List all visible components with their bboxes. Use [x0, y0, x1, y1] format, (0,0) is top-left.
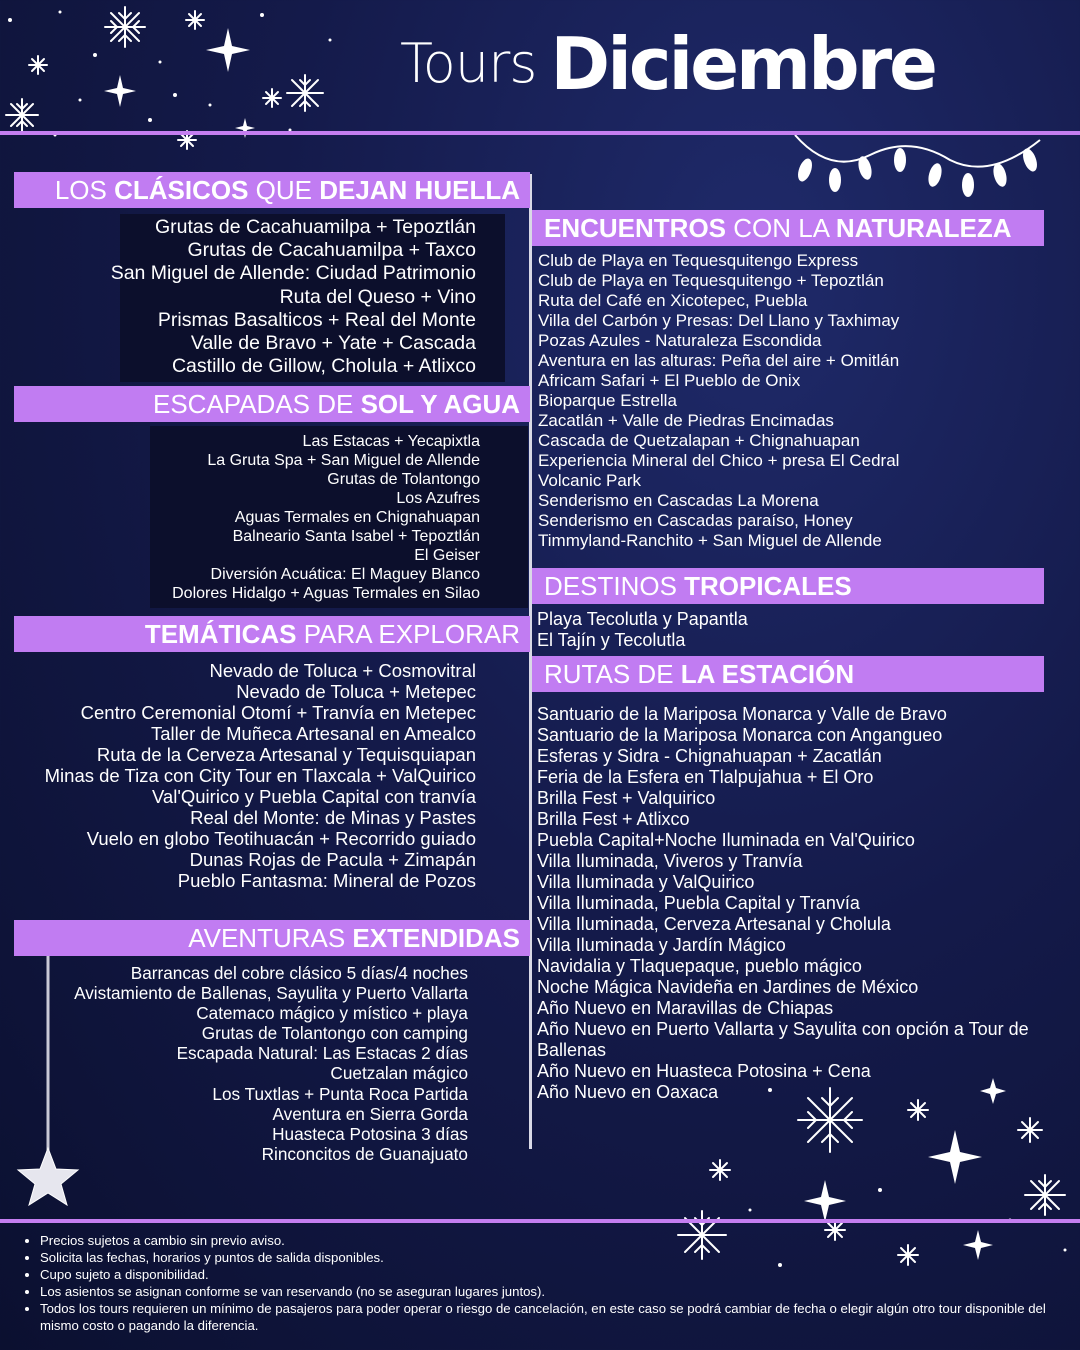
- list-item[interactable]: Grutas de Tolantongo con camping: [201, 1023, 468, 1044]
- list-item[interactable]: Huasteca Potosina 3 días: [272, 1123, 468, 1144]
- list-item[interactable]: Año Nuevo en Huasteca Potosina + Cena: [537, 1061, 871, 1081]
- list-item[interactable]: Navidalia y Tlaquepaque, pueblo mágico: [537, 956, 862, 976]
- note-item: • Solicita las fechas, horarios y puntos de salida disponibles.: [40, 1249, 1080, 1266]
- note-item: • Cupo sujeto a disponibilidad.: [40, 1266, 1080, 1283]
- section-banner-extendidas: [14, 920, 530, 956]
- list-extendidas: [74, 963, 468, 1164]
- list-item[interactable]: Pozas Azules - Naturaleza Escondida: [538, 331, 822, 350]
- banner-text-bold: TEMÁTICAS: [144, 619, 297, 649]
- list-item[interactable]: Centro Ceremonial Otomí + Tranvía en Metepec: [80, 702, 476, 723]
- banner-text: CON LA: [726, 213, 836, 243]
- list-item[interactable]: Año Nuevo en Maravillas de Chiapas: [537, 998, 834, 1018]
- list-tematicas: [45, 660, 476, 891]
- list-item[interactable]: Prismas Basalticos + Real del Monte: [157, 308, 476, 331]
- list-item[interactable]: Aventura en Sierra Gorda: [272, 1103, 468, 1124]
- list-item[interactable]: Grutas de Tolantongo: [327, 471, 480, 488]
- banner-text: LOS: [54, 175, 115, 205]
- list-item[interactable]: Diversión Acuática: El Maguey Blanco: [210, 566, 480, 583]
- list-tropicales: [537, 609, 748, 651]
- list-item[interactable]: Balneario Santa Isabel + Tepoztlán: [232, 528, 480, 545]
- list-item[interactable]: Aguas Termales en Chignahuapan: [234, 509, 480, 526]
- section-banner-tropicales: [532, 568, 1044, 604]
- note-item: • Todos los tours requieren un mínimo de pasajeros para poder operar o riesgo de cancelación, en este caso se podrá cambiar de fecha o elegir algún otro tour disponible del mismo costo o pagando la diferencia.: [40, 1300, 1080, 1334]
- banner-text-bold: CLÁSICOS: [114, 175, 249, 205]
- list-item[interactable]: Los Azufres: [396, 490, 480, 507]
- list-item[interactable]: Dunas Rojas de Pacula + Zimapán: [189, 849, 476, 870]
- list-item[interactable]: El Tajín y Tecolutla: [537, 630, 686, 650]
- snowflakes-top-left-decoration: [0, 0, 340, 150]
- list-item[interactable]: Rinconcitos de Guanajuato: [261, 1143, 468, 1164]
- list-item[interactable]: San Miguel de Allende: Ciudad Patrimonio: [110, 262, 476, 285]
- list-item[interactable]: Nevado de Toluca + Cosmovitral: [209, 660, 476, 681]
- list-item[interactable]: Pueblo Fantasma: Mineral de Pozos: [177, 870, 476, 891]
- banner-text-bold: SOL Y AGUA: [360, 389, 520, 419]
- list-clasicos: [111, 216, 476, 378]
- list-item[interactable]: Avistamiento de Ballenas, Sayulita y Puerto Vallarta: [74, 983, 468, 1004]
- list-item[interactable]: Villa Iluminada y ValQuirico: [537, 872, 755, 892]
- list-item[interactable]: Cascada de Quetzalapan + Chignahuapan: [538, 431, 860, 450]
- list-item[interactable]: El Geiser: [414, 547, 480, 564]
- list-item[interactable]: Los Tuxtlas + Punta Roca Partida: [212, 1083, 468, 1104]
- list-item[interactable]: Año Nuevo en Puerto Vallarta y Sayulita con opción a Tour de: [537, 1019, 1029, 1039]
- list-item[interactable]: Villa Iluminada y Jardín Mágico: [537, 935, 786, 955]
- list-item[interactable]: Zacatlán + Valle de Piedras Encimadas: [538, 411, 834, 430]
- list-item[interactable]: Club de Playa en Tequesquitengo + Tepoztlán: [538, 271, 884, 290]
- banner-text-bold: NATURALEZA: [835, 213, 1012, 243]
- banner-text-bold: EXTENDIDAS: [352, 923, 520, 953]
- banner-text-bold: TROPICALES: [684, 571, 852, 601]
- list-item[interactable]: Ballenas: [537, 1040, 607, 1060]
- section-banner-naturaleza: [532, 210, 1044, 246]
- banner-text-bold: DEJAN HUELLA: [319, 175, 520, 205]
- list-item[interactable]: Santuario de la Mariposa Monarca y Valle de Bravo: [537, 704, 947, 724]
- list-item[interactable]: Minas de Tiza con City Tour en Tlaxcala + ValQuirico: [44, 765, 476, 786]
- note-item: • Precios sujetos a cambio sin previo aviso.: [40, 1232, 1080, 1249]
- list-item[interactable]: Senderismo en Cascadas La Morena: [538, 491, 819, 510]
- title-diciembre: Diciembre: [550, 22, 935, 106]
- section-banner-tematicas: [14, 616, 530, 652]
- list-item[interactable]: Puebla Capital+Noche Iluminada en Val'Quirico: [537, 830, 915, 850]
- list-item[interactable]: Playa Tecolutla y Papantla: [537, 609, 748, 629]
- list-item[interactable]: Aventura en las alturas: Peña del aire + Omitlán: [538, 351, 900, 370]
- list-item[interactable]: Dolores Hidalgo + Aguas Termales en Silao: [172, 585, 480, 602]
- banner-text: QUE: [248, 175, 320, 205]
- note-item: • Los asientos se asignan conforme se van reservando (no se aseguran lugares juntos).: [40, 1283, 1080, 1300]
- banner-text-bold: ENCUENTROS: [544, 213, 727, 243]
- list-item[interactable]: Castillo de Gillow, Cholula + Atlixco: [171, 355, 476, 378]
- list-item[interactable]: Feria de la Esfera en Tlalpujahua + El Oro: [537, 767, 874, 787]
- list-naturaleza: [538, 251, 899, 551]
- list-item[interactable]: Volcanic Park: [538, 471, 641, 490]
- list-sol-agua: [172, 432, 480, 603]
- list-item[interactable]: Grutas de Cacahuamilpa + Taxco: [187, 239, 476, 262]
- list-item[interactable]: Ruta del Café en Xicotepec, Puebla: [538, 291, 808, 310]
- list-item[interactable]: Experiencia Mineral del Chico + presa El Cedral: [538, 451, 900, 470]
- list-estacion: [537, 704, 1029, 1103]
- list-item[interactable]: Senderismo en Cascadas paraíso, Honey: [538, 511, 853, 530]
- section-banner-estacion: [532, 656, 1044, 692]
- list-item[interactable]: Barrancas del cobre clásico 5 días/4 noches: [130, 963, 468, 983]
- list-item[interactable]: Africam Safari + El Pueblo de Onix: [538, 371, 801, 390]
- banner-text: AVENTURAS: [188, 923, 353, 953]
- list-item[interactable]: Noche Mágica Navideña en Jardines de México: [537, 977, 919, 997]
- list-item[interactable]: Club de Playa en Tequesquitengo Express: [538, 251, 859, 270]
- banner-text: ESCAPADAS DE: [152, 389, 361, 419]
- footer-notes: [20, 1232, 1080, 1334]
- list-item[interactable]: Villa Iluminada, Viveros y Tranvía: [537, 851, 803, 871]
- list-item[interactable]: Taller de Muñeca Artesanal en Amealco: [151, 723, 476, 744]
- list-item[interactable]: Grutas de Cacahuamilpa + Tepoztlán: [154, 216, 476, 238]
- banner-text: PARA EXPLORAR: [296, 619, 520, 649]
- list-item[interactable]: Villa Iluminada, Cerveza Artesanal y Cholula: [537, 914, 891, 934]
- list-item[interactable]: Timmyland-Ranchito + San Miguel de Allende: [538, 531, 882, 550]
- list-item[interactable]: Santuario de la Mariposa Monarca con Angangueo: [537, 725, 943, 745]
- banner-text-bold: LA ESTACIÓN: [680, 659, 855, 689]
- section-banner-clasicos: [14, 172, 530, 208]
- title-tours: Tours: [400, 32, 537, 95]
- banner-text: RUTAS DE: [544, 659, 681, 689]
- footer-divider: [0, 1219, 1080, 1223]
- header-divider: [0, 131, 1080, 135]
- list-item[interactable]: Brilla Fest + Valquirico: [537, 788, 716, 808]
- list-item[interactable]: Año Nuevo en Oaxaca: [537, 1082, 719, 1102]
- list-item[interactable]: Bioparque Estrella: [538, 391, 677, 410]
- list-item[interactable]: La Gruta Spa + San Miguel de Allende: [207, 452, 480, 469]
- list-item[interactable]: Nevado de Toluca + Metepec: [236, 681, 476, 702]
- list-item[interactable]: Brilla Fest + Atlixco: [537, 809, 690, 829]
- list-item[interactable]: Valle de Bravo + Yate + Cascada: [190, 332, 476, 355]
- list-item[interactable]: Cuetzalan mágico: [330, 1063, 468, 1084]
- list-item[interactable]: Ruta del Queso + Vino: [279, 285, 476, 308]
- page-title: [400, 22, 935, 106]
- list-item[interactable]: Escapada Natural: Las Estacas 2 días: [176, 1043, 468, 1064]
- list-item[interactable]: Val'Quirico y Puebla Capital con tranvía: [151, 786, 476, 807]
- list-item[interactable]: Real del Monte: de Minas y Pastes: [190, 807, 476, 828]
- string-lights-decoration: [790, 130, 1050, 210]
- list-item[interactable]: Villa Iluminada, Puebla Capital y Tranvía: [537, 893, 860, 913]
- list-item[interactable]: Las Estacas + Yecapixtla: [302, 433, 480, 450]
- list-item[interactable]: Villa del Carbón y Presas: Del Llano y Taxhimay: [538, 311, 900, 330]
- banner-text: DESTINOS: [544, 571, 685, 601]
- list-item[interactable]: Catemaco mágico y místico + playa: [196, 1003, 468, 1024]
- list-item[interactable]: Ruta de la Cerveza Artesanal y Tequisquiapan: [96, 744, 476, 765]
- list-item[interactable]: Esferas y Sidra - Chignahuapan + Zacatlán: [537, 746, 882, 766]
- list-item[interactable]: Vuelo en globo Teotihuacán + Recorrido guiado: [86, 828, 476, 849]
- section-banner-sol-agua: [14, 386, 530, 422]
